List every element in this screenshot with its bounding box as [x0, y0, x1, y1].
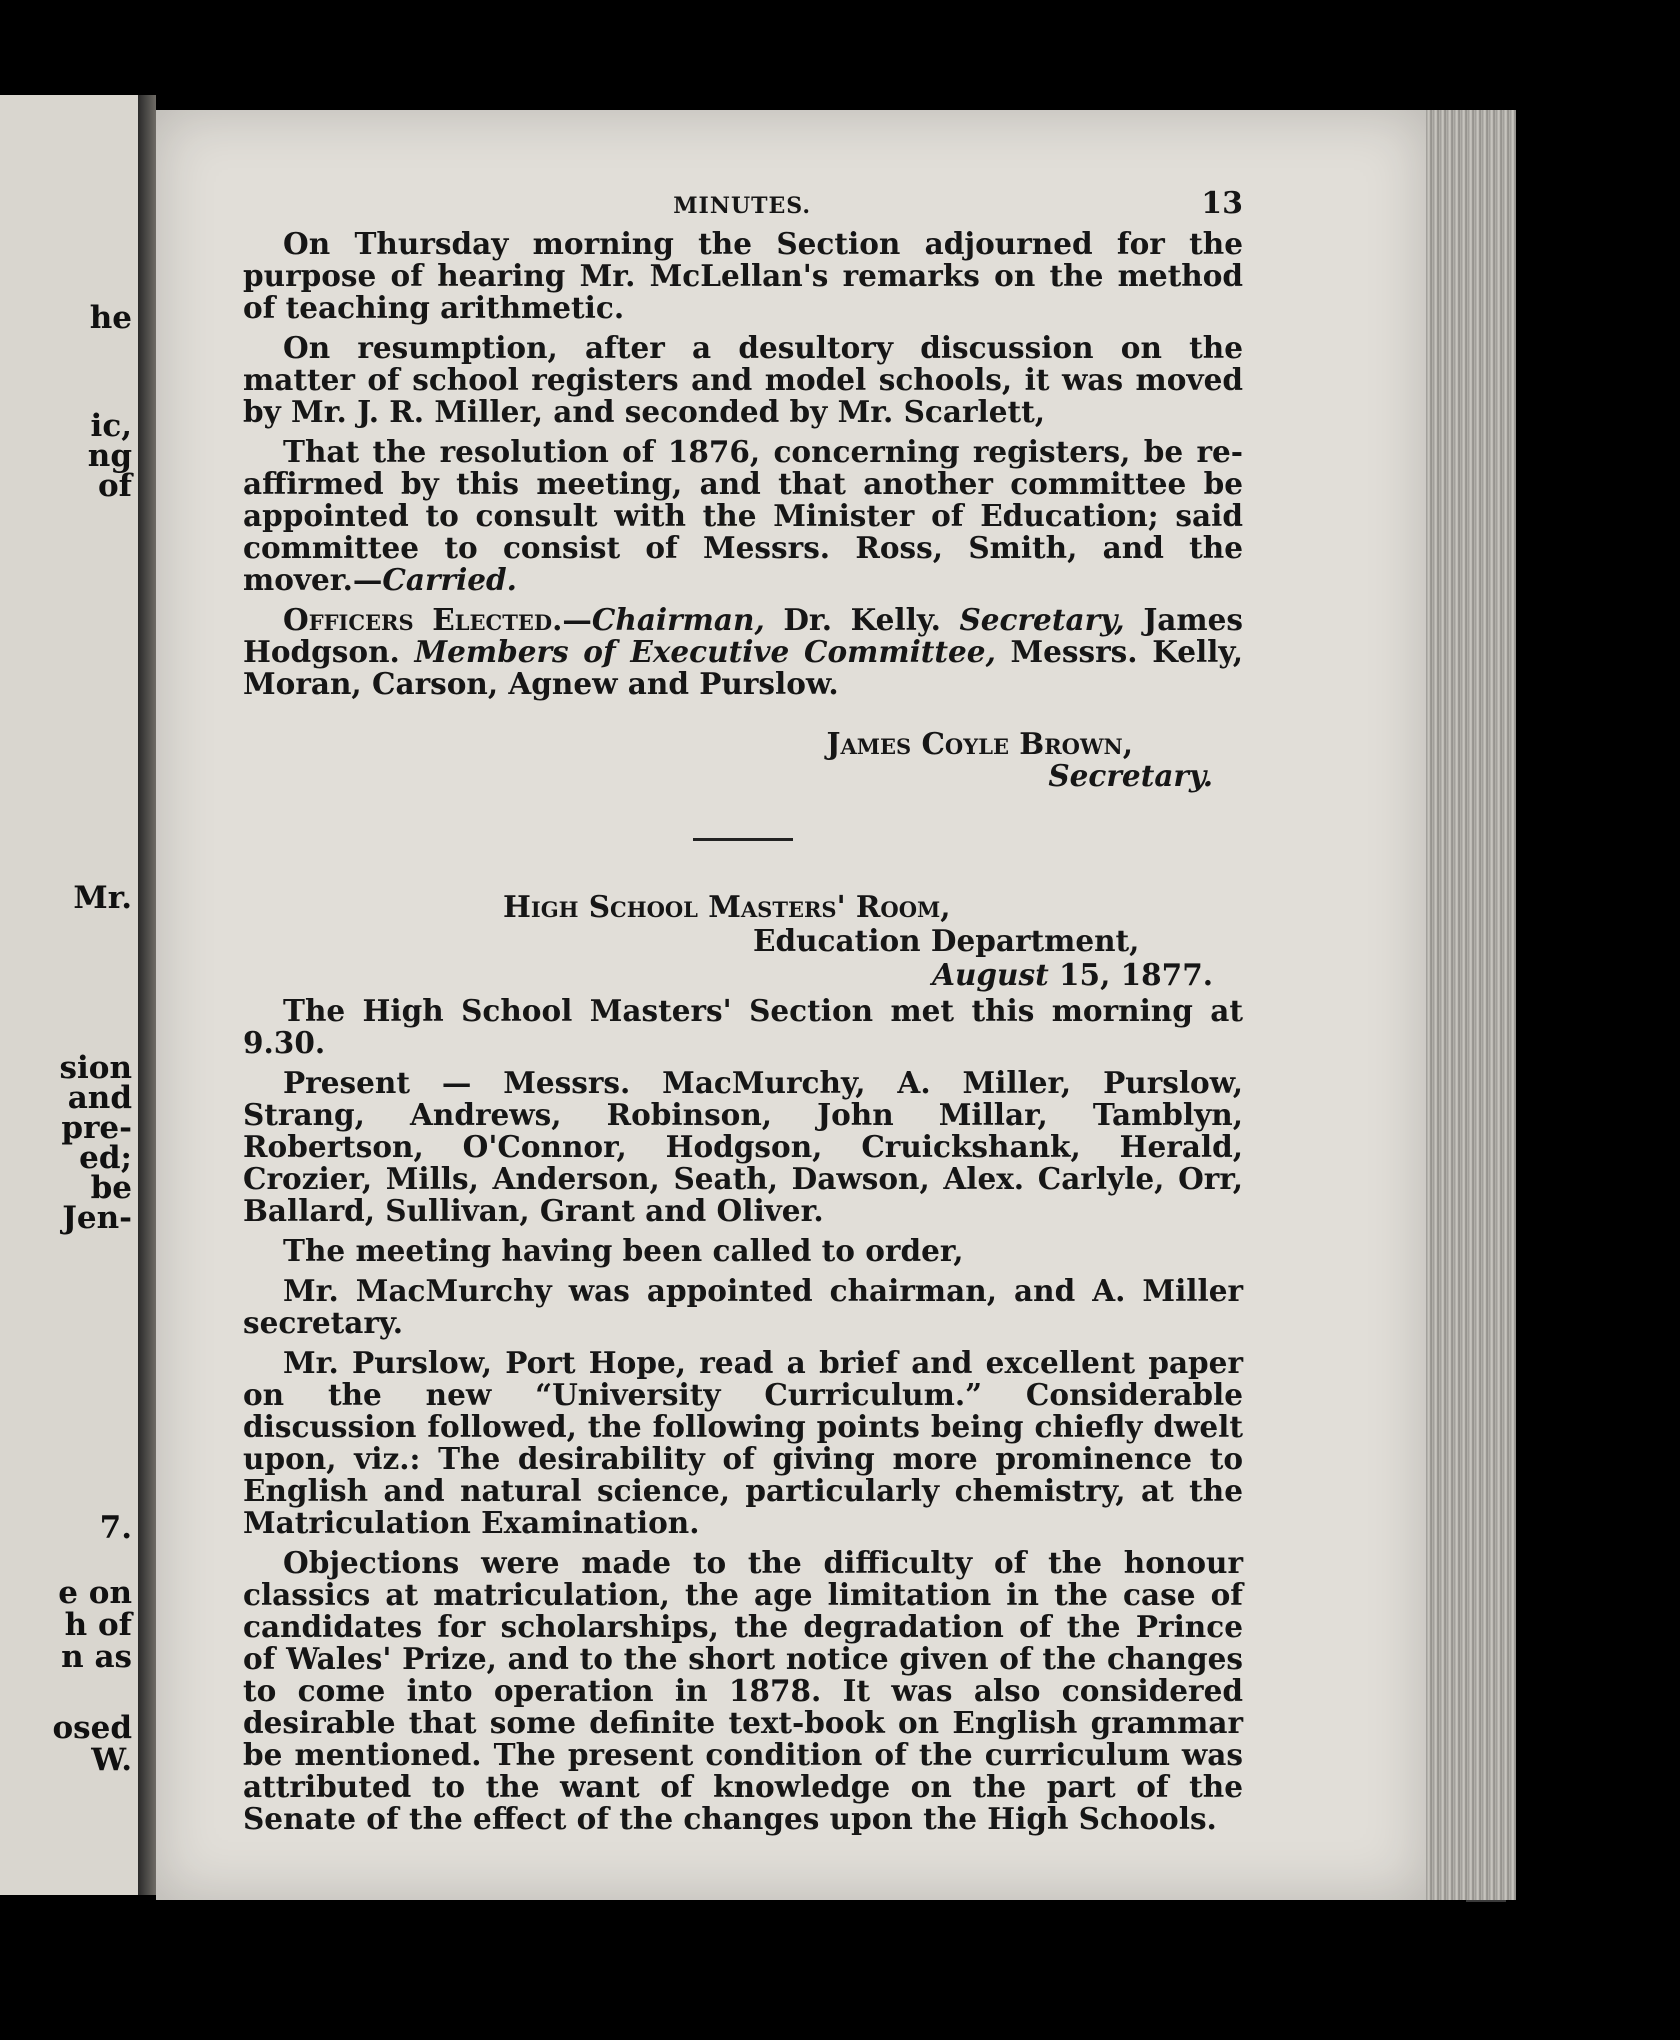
- facing-page-fragment: [0, 95, 138, 1895]
- address-date: [243, 959, 1243, 991]
- page-content: [243, 188, 1243, 1843]
- resolution-text: That the resolution of 1876, concerning registers, be re-affirmed by this meeting, and that another committee be appointed to consult with the Minister of Education; said committee to consist of Messrs. Ross, Smith, and the mover.—: [243, 434, 1243, 597]
- chairman-label: Chairman,: [591, 602, 765, 637]
- left-fragment: e on: [58, 1575, 132, 1611]
- page-number: 13: [1201, 186, 1243, 221]
- left-fragment: pre-: [61, 1110, 132, 1146]
- left-fragment: Jen-: [62, 1200, 132, 1236]
- attendance-paragraph: Present — Messrs. MacMurchy, A. Miller, Purslow, Strang, Andrews, Robinson, John Millar, Tamblyn, Robertson, O'Connor, Hodgson, Cruickshank, Herald, Crozier, Mills, Anderson, Seath, Dawson, Alex. Carlyle, Orr, Ballard, Sullivan, Grant and Oliver.: [243, 1065, 1243, 1228]
- left-fragment: h of: [64, 1607, 132, 1643]
- left-fragment: and: [67, 1080, 132, 1116]
- page-edges: [1426, 110, 1516, 1900]
- date-rest: 15, 1877.: [1048, 957, 1213, 992]
- paragraph: The High School Masters' Section met this morning at 9.30.: [243, 993, 1243, 1060]
- address-department: Education Department,: [753, 923, 1140, 958]
- committee-label: Members of Executive Committee,: [414, 634, 996, 669]
- left-fragment: he: [89, 300, 132, 336]
- signature-block: [243, 728, 1213, 792]
- secretary-label: Secretary,: [959, 602, 1125, 637]
- left-fragment: of: [97, 468, 132, 504]
- paragraph: On Thursday morning the Section adjourned for the purpose of hearing Mr. McLellan's remarks on the method of teaching arithmetic.: [243, 226, 1243, 325]
- left-fragment: ic,: [90, 408, 132, 444]
- date-month: August: [932, 957, 1049, 992]
- left-fragment: osed: [52, 1710, 132, 1746]
- signature-title: Secretary.: [1048, 758, 1213, 793]
- committee-names: Messrs. Kelly, Moran, Carson, Agnew and Purslow.: [243, 634, 1243, 701]
- section-divider: [693, 838, 793, 841]
- left-fragment: Mr.: [73, 880, 132, 916]
- left-fragment: 7.: [99, 1510, 132, 1546]
- book-gutter: [138, 95, 156, 1895]
- left-fragment: n as: [61, 1639, 132, 1675]
- officers-label: Officers Elected.—: [283, 602, 592, 637]
- left-fragment: ng: [87, 438, 132, 474]
- page-header: [243, 188, 1243, 222]
- paragraph: On resumption, after a desultory discussion on the matter of school registers and model schools, it was moved by Mr. J. R. Miller, and seconded by Mr. Scarlett,: [243, 330, 1243, 429]
- left-fragment: W.: [91, 1742, 132, 1778]
- address-room: High School Masters' Room,: [503, 889, 951, 924]
- paragraph: Mr. MacMurchy was appointed chairman, and A. Miller secretary.: [243, 1273, 1243, 1340]
- secretary-name: James Hodgson.: [243, 602, 1243, 669]
- signature-name: James Coyle Brown,: [826, 726, 1133, 761]
- paragraph: Objections were made to the difficulty of the honour classics at matriculation, the age limitation in the case of candidates for scholarships, the degradation of the Prince of Wales' Prize, and to the short notice given of the changes to come into operation in 1878. It was also considered desirable that some definite text-book on English grammar be mentioned. The present condition of the curriculum was attributed to the want of knowledge on the part of the Senate of the effect of the changes upon the High Schools.: [243, 1545, 1243, 1836]
- officers-paragraph: [243, 604, 1243, 700]
- paragraph: Mr. Purslow, Port Hope, read a brief and excellent paper on the new “University Curriculum.” Considerable discussion followed, the following points being chiefly dwelt upon, viz.: The desirability of giving more prominence to English and natural science, particularly chemistry, at the Matriculation Examination.: [243, 1345, 1243, 1540]
- left-fragment: sion: [59, 1050, 132, 1086]
- paragraph: The meeting having been called to order,: [283, 1233, 964, 1268]
- left-fragment: ed;: [79, 1140, 132, 1176]
- left-fragment: be: [90, 1170, 132, 1206]
- running-head: MINUTES.: [673, 193, 812, 219]
- resolution-paragraph: [243, 436, 1243, 596]
- chairman-name: Dr. Kelly.: [764, 602, 960, 637]
- book-page: [156, 110, 1426, 1900]
- carried-label: Carried.: [382, 562, 517, 597]
